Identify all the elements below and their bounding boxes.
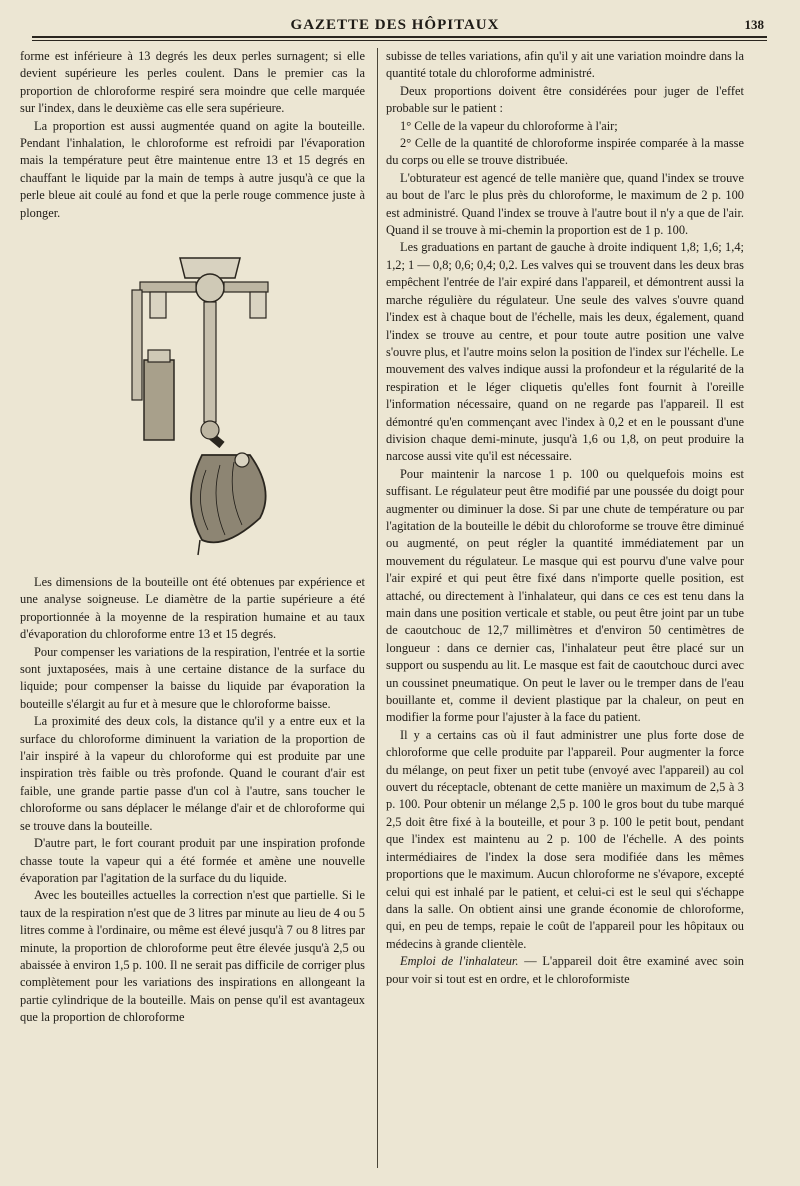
paragraph: Il y a certains cas où il faut administrer une plus forte dose de chloroforme que celle produite par l'appareil. Pour augmenter la force du mélange, on peut fixer un petit tube (envoyé avec l'appareil) au col ouvert du réceptacle, obtenant de cette manière un maximum de 2,5 à 3 p. 100. Pour obtenir un mélange 2,5 p. 100 le gros bout du tube marqué 2,5 doit être fixé à la bouteille, et pour 3 p. 100 le petit bout, pendant que l'index est maintenu au 2 p. 100 de l'échelle. A des points intermédiaires de l'index la dose sera modifiée dans les mêmes proportions que le maximum. Aucun chloroforme ne s'évapore, excepté celui qui est inhalé par le patient, et celui-ci est le seul qui s'échappe dans la salle. On obtient ainsi une grande économie de chloroforme, qui, en peu de temps, repaie le coût de l'appareil pour les hôpitaux ou médecins à grande clientèle.	[386, 727, 744, 951]
paragraph: La proximité des deux cols, la distance qu'il y a entre eux et la surface du chloroforme diminuent la variation de la proportion de l'air inspiré à la vapeur du chloroforme qui est produite par une inspiration très faible ou très profonde. Quand le courant d'air est faible, une grande partie passe d'un col à l'autre, sans toucher le chloroforme ou sans déplacer le mélange d'air et de chloroforme qui se trouve dans la bouteille.	[20, 714, 365, 833]
paragraph: La proportion est aussi augmentée quand on agite la bouteille. Pendant l'inhalation, le chloroforme est refroidi par l'évaporation mais la température peut être maintenue entre 13 et 15 degrés en chauffant le liquide par la main de temps à autre jusqu'à ce que la perle bleue ait coulé au fond et que la perle rouge commence juste à plonger.	[20, 118, 365, 220]
list-item: 2° Celle de la quantité de chloroforme inspirée comparée à la masse du corps ou elle se trouve distribuée.	[386, 136, 744, 168]
paragraph: Les graduations en partant de gauche à droite indiquent 1,8; 1,6; 1,4; 1,2; 1 — 0,8; 0,6; 0,4; 0,2. Les valves qui se trouvent dans les deux bras empêchent l'entrée de l'air expiré dans l'appareil, et démontrent aussi la marche régulière du régulateur. Une seule des valves s'ouvre quand l'index est à chaque bout de l'échelle, mais les deux, également, quand l'index se trouve au centre, et pour toute autre position une valve s'ouvre plus, et l'autre moins selon la position de l'index sur l'échelle. Le mouvement des valves indique aussi la profondeur et la régularité de la respiration et le léger cliquetis qu'elles font fournit à l'oreille l'information nécessaire, quand on ne regarde pas l'appareil. Il est démontré qu'en commençant avec l'index à 0,2 et en le poussant d'une division chaque demi-minute, jusqu'à 1,6 ou 1,8, on peut produire la narcose aussi vite qu'il est nécessaire.	[386, 240, 744, 464]
inhaler-drawing	[110, 250, 310, 560]
left-column-bottom	[20, 574, 365, 1027]
paragraph: Pour maintenir la narcose 1 p. 100 ou quelquefois moins est suffisant. Le régulateur peut être modifié par une poussée du doigt pour augmenter ou diminuer la dose. Si par une chute de température ou par l'agitation de la bouteille le débit du chloroforme se trouve être diminué ou augmenté, on peut régler la quantité immédiatement par un mouvement du régulateur. Le masque qui est pourvu d'une valve pour l'air expiré et qui peut être fixé dans n'importe quelle position, est attaché, ou directement à l'inhalateur, qui dans ce ces est tenu dans la main dans une position verticale et stable, ou peut être joint par un tube de caoutchouc de 12,7 millimètres et d'environ 50 centimètres de longueur : dans ce dernier cas, l'inhalateur peut être placé sur un support ou suspendu au lit. Le masque est fait de caoutchouc durci avec un coussinet pneumatique. On peut le laver ou le tremper dans de l'eau bouillante et, comme il devient plastique par la chaleur, on peut en modifier la forme pour l'ajuster à la face du patient.	[386, 466, 744, 725]
paragraph: forme est inférieure à 13 degrés les deux perles surnagent; si elle devient supérieure les perles coulent. Dans le premier cas la proportion de chloroforme respiré sera moindre que celle marquée sur l'index, dans le deuxième cas elle sera supérieure.	[20, 49, 365, 116]
paragraph: Avec les bouteilles actuelles la correction n'est que partielle. Si le taux de la respiration n'est que de 3 litres par minute au lieu de 4 ou 5 litres comme à l'ordinaire, ou même est élevé jusqu'à 7 ou 8 litres par minute, la proportion de chloroforme peut être élevée jusqu'à 2,5 ou abaissée à environ 1,5 p. 100. Il ne serait pas difficile de corriger plus complètement pour les variations des inspirations en allongeant la partie cylindrique de la bouteille. Mais on pense qu'il est avantageux que la proportion de chloroforme	[20, 888, 365, 1025]
page-number: 138	[744, 17, 764, 32]
paragraph: Deux proportions doivent être considérées pour juger de l'effet probable sur le patient :	[386, 83, 744, 116]
header-rule	[32, 36, 767, 38]
right-column	[386, 48, 744, 988]
paragraph: Les dimensions de la bouteille ont été obtenues par expérience et une analyse soigneuse. Le diamètre de la partie supérieure a été proportionnée à la moyenne de la respiration humaine et au taux d'évaporation du chloroforme entre 13 et 15 degrés.	[20, 575, 365, 642]
section-heading: Emploi de l'inhalateur.	[400, 954, 519, 969]
column-divider	[377, 48, 378, 1168]
left-column-top	[20, 48, 365, 222]
header-rule-thin	[32, 40, 767, 41]
final-paragraph	[386, 953, 744, 988]
paragraph-text: — L'appareil doit être examiné avec soin pour voir si tout est en ordre, et le chloroformiste	[386, 954, 744, 986]
journal-title: GAZETTE DES HÔPITAUX	[290, 17, 500, 33]
list-item: 1° Celle de la vapeur du chloroforme à l'air;	[400, 118, 618, 133]
paragraph: Pour compenser les variations de la respiration, l'entrée et la sortie sont juxtaposées, mais à une certaine distance de la surface du liquide; pour compenser la baisse du liquide par évaporation la bouteille s'élargit au fur et à mesure que le chloroforme baisse.	[20, 644, 365, 711]
paragraph: subisse de telles variations, afin qu'il y ait une variation moindre dans la quantité totale du chloroforme administré.	[386, 49, 744, 81]
chloroform-inhaler-illustration	[110, 250, 310, 560]
paragraph: D'autre part, le fort courant produit par une inspiration profonde chasse toute la vapeur qui a été formée et amène une nouvelle évaporation par l'agitation de la surface du du liquide.	[20, 836, 365, 885]
paragraph: L'obturateur est agencé de telle manière que, quand l'index se trouve au bout de l'arc le plus près du chloroforme, le maximum de 2 p. 100 est administré. Quand l'index se trouve à l'autre bout il n'y a que de l'air. Quand il se trouve à mi-chemin la proportion est de 1 p. 100.	[386, 170, 744, 238]
